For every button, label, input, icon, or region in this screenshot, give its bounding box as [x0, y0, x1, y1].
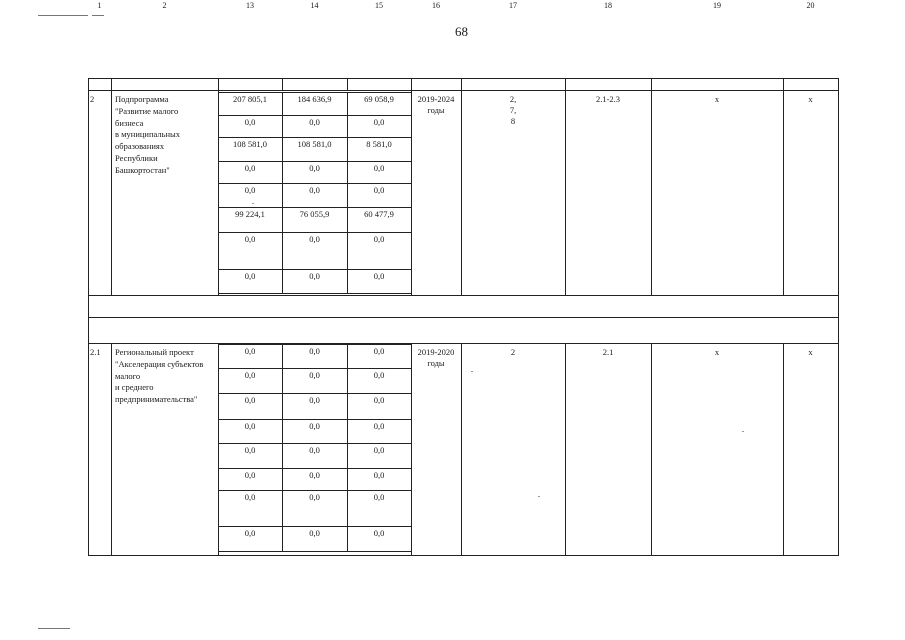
- section-b-col19: х: [714, 347, 720, 357]
- section-b-value-r1-c0: 0,0: [244, 370, 256, 380]
- section-a-value-r2-c1: 108 581,0: [297, 139, 332, 149]
- section-b-name-line: "Акселерация субъектов: [115, 358, 204, 369]
- section-b-value-r5-c1: 0,0: [309, 470, 320, 480]
- section-b-value-row-top: [218, 393, 412, 394]
- section-b-name-line: предпринимательства": [115, 394, 198, 405]
- section-a-name-line: Подпрограмма: [115, 94, 169, 104]
- section-b-col-divider: [651, 343, 652, 555]
- section-a-col20: х: [808, 94, 813, 104]
- section-b-col-divider: [411, 343, 412, 555]
- section-a-value-bottom: [218, 293, 412, 294]
- section-b-value-r6-c0: 0,0: [244, 492, 256, 502]
- section-a-value-row-top: [218, 183, 412, 184]
- section-b-value-row-top: [218, 468, 412, 469]
- section-a-value-row-top: [218, 232, 412, 233]
- section-a-value-r4-c0: 0,0: [244, 185, 256, 195]
- section-b-value-row-top: [218, 344, 412, 345]
- section-a-period-line: годы: [427, 105, 445, 115]
- header-col-20: 20: [806, 1, 815, 10]
- section-a-value-row-top: [218, 137, 412, 138]
- header-col-divider: [565, 78, 566, 90]
- section-a-col-divider: [838, 90, 839, 295]
- section-a-value-r0-c2: 69 058,9: [364, 94, 394, 104]
- spacer-mid-line: [88, 317, 839, 318]
- section-b-name-line: малого: [115, 370, 141, 381]
- section-a-col17-line: 8: [510, 116, 516, 126]
- section-b-value-r5-c0: 0,0: [244, 470, 256, 480]
- section-a-value-r3-c0: 0,0: [244, 163, 256, 173]
- scan-mark-bottom: [38, 628, 70, 629]
- section-a-col-divider: [411, 90, 412, 295]
- section-a-col-divider: [783, 90, 784, 295]
- scan-speck: [252, 203, 254, 204]
- section-a-value-r0-c0: 207 805,1: [233, 94, 267, 104]
- section-a-value-r2-c0: 108 581,0: [233, 139, 267, 149]
- section-a-col19: х: [714, 94, 720, 104]
- section-a-value-r1-c2: 0,0: [373, 117, 385, 127]
- section-b-period-line: годы: [427, 358, 445, 368]
- header-col-19: 19: [713, 1, 721, 10]
- header-bottom-border: [88, 90, 839, 91]
- section-b-col-divider: [565, 343, 566, 555]
- section-b-value-r2-c2: 0,0: [373, 395, 385, 405]
- spacer-left-border: [88, 295, 89, 343]
- section-a-name-line: бизнеса: [115, 117, 144, 128]
- spacer-bottom-line: [88, 343, 839, 344]
- section-b-col18: 2.1: [602, 347, 614, 357]
- header-col-divider: [838, 78, 839, 90]
- section-a-value-row-top: [218, 269, 412, 270]
- table-top-border: [88, 78, 839, 79]
- section-a-value-r5-c2: 60 477,9: [364, 209, 394, 219]
- section-a-value-r2-c2: 8 581,0: [366, 139, 392, 149]
- section-b-value-row-top: [218, 443, 412, 444]
- header-col-divider: [347, 78, 348, 90]
- header-col-divider: [783, 78, 784, 90]
- section-a-name-line: Башкортостан": [115, 164, 170, 175]
- section-b-col-divider: [461, 343, 462, 555]
- section-a-value-r1-c0: 0,0: [244, 117, 256, 127]
- section-a-col-divider: [651, 90, 652, 295]
- scan-mark-top: [38, 15, 88, 16]
- scan-speck: [742, 431, 744, 432]
- section-a-value-r1-c1: 0,0: [309, 117, 320, 127]
- section-b-value-r0-c2: 0,0: [373, 346, 385, 356]
- section-b-value-r7-c0: 0,0: [244, 528, 256, 538]
- header-col-15: 15: [375, 1, 383, 10]
- section-b-value-r2-c1: 0,0: [309, 395, 320, 405]
- section-b-value-bottom: [218, 551, 412, 552]
- section-b-period-line: 2019-2020: [417, 347, 455, 357]
- section-a-value-r3-c1: 0,0: [309, 163, 320, 173]
- section-a-number: 2: [90, 94, 95, 104]
- section-b-value-r7-c1: 0,0: [309, 528, 320, 538]
- section-b-value-r0-c0: 0,0: [244, 346, 256, 356]
- section-b-value-r2-c0: 0,0: [244, 395, 256, 405]
- section-a-col-divider: [88, 90, 89, 295]
- section-b-value-r4-c2: 0,0: [373, 445, 385, 455]
- section-b-value-r6-c1: 0,0: [309, 492, 320, 502]
- section-b-value-row-top: [218, 526, 412, 527]
- section-a-value-r3-c2: 0,0: [373, 163, 385, 173]
- section-a-value-r7-c1: 0,0: [309, 271, 320, 281]
- section-b-value-r3-c2: 0,0: [373, 421, 385, 431]
- section-b-value-row-top: [218, 490, 412, 491]
- section-a-value-r6-c1: 0,0: [309, 234, 320, 244]
- section-b-name-line: и среднего: [115, 382, 154, 393]
- section-b-value-r1-c1: 0,0: [309, 370, 320, 380]
- section-a-col17-line: 2,: [509, 94, 517, 104]
- header-col-divider: [218, 78, 219, 90]
- section-a-name-line: "Развитие малого: [115, 105, 179, 116]
- section-b-value-r5-c2: 0,0: [373, 470, 385, 480]
- header-col-divider: [461, 78, 462, 90]
- header-col-divider: [111, 78, 112, 90]
- section-b-value-r7-c2: 0,0: [373, 528, 385, 538]
- section-a-col-divider: [565, 90, 566, 295]
- section-a-value-r6-c2: 0,0: [373, 234, 385, 244]
- section-a-col17-line: 7,: [509, 105, 517, 115]
- section-a-value-r5-c0: 99 224,1: [235, 209, 265, 219]
- section-b-value-r3-c1: 0,0: [309, 421, 320, 431]
- section-a-col18: 2.1-2.3: [595, 94, 621, 104]
- section-a-value-r5-c1: 76 055,9: [299, 209, 330, 219]
- scan-mark-top-short: [92, 15, 104, 16]
- section-b-col-divider: [111, 343, 112, 555]
- section-b-number: 2.1: [90, 347, 101, 357]
- section-a-name-line: Республики: [115, 153, 158, 163]
- section-b-col-divider: [783, 343, 784, 555]
- section-b-value-r3-c0: 0,0: [244, 421, 256, 431]
- section-b-value-r0-c1: 0,0: [309, 346, 320, 356]
- header-col-divider: [411, 78, 412, 90]
- section-b-value-row-top: [218, 419, 412, 420]
- section-a-value-r7-c2: 0,0: [373, 271, 385, 281]
- section-a-value-r4-c1: 0,0: [309, 185, 320, 195]
- section-b-value-r1-c2: 0,0: [373, 370, 385, 380]
- section-b-value-row-top: [218, 368, 412, 369]
- section-b-value-r6-c2: 0,0: [373, 492, 385, 502]
- section-a-value-row-top: [218, 161, 412, 162]
- header-col-1: 1: [97, 1, 102, 10]
- section-b-col-divider: [838, 343, 839, 555]
- section-a-value-row-top: [218, 92, 412, 93]
- header-col-14: 14: [310, 1, 319, 10]
- section-a-value-r4-c2: 0,0: [373, 185, 385, 195]
- header-col-divider: [651, 78, 652, 90]
- section-a-name-line: образованиях: [115, 141, 165, 152]
- section-b-value-r4-c1: 0,0: [309, 445, 320, 455]
- section-a-value-r7-c0: 0,0: [244, 271, 256, 281]
- section-a-value-r0-c1: 184 636,9: [297, 94, 332, 104]
- section-a-col-divider: [111, 90, 112, 295]
- header-col-2: 2: [162, 1, 167, 10]
- section-a-value-row-top: [218, 115, 412, 116]
- header-col-divider: [88, 78, 89, 90]
- header-col-18: 18: [604, 1, 612, 10]
- section-a-value-row-top: [218, 207, 412, 208]
- scan-speck: [471, 371, 473, 372]
- page-number: 68: [455, 24, 468, 39]
- header-col-17: 17: [509, 1, 517, 10]
- section-b-value-r4-c0: 0,0: [244, 445, 256, 455]
- section-b-name-line: Региональный проект: [115, 347, 194, 357]
- scan-speck: [538, 496, 540, 497]
- header-col-13: 13: [246, 1, 254, 10]
- section-b-bottom-border: [88, 555, 839, 556]
- section-a-period-line: 2019-2024: [417, 94, 455, 104]
- section-b-col20: х: [808, 347, 813, 357]
- header-col-16: 16: [432, 1, 440, 10]
- section-a-bottom-border: [88, 295, 839, 296]
- section-a-value-r6-c0: 0,0: [244, 234, 256, 244]
- section-a-name-line: в муниципальных: [115, 129, 180, 140]
- section-b-col-divider: [88, 343, 89, 555]
- header-col-divider: [282, 78, 283, 90]
- section-b-col17: 2: [510, 347, 516, 357]
- spacer-right-border: [838, 295, 839, 343]
